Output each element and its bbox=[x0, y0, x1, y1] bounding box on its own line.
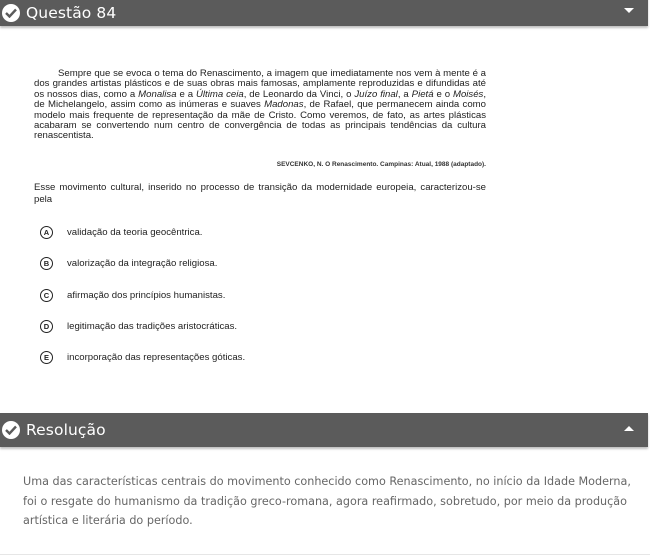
question-stem: Esse movimento cultural, inserido no processo de transição da modernidade europeia, caracterizou-se pela bbox=[34, 182, 486, 205]
option-text: incorporação das representações góticas. bbox=[67, 352, 246, 363]
option-letter-badge: B bbox=[40, 257, 53, 270]
resolution-header-bar[interactable] bbox=[0, 413, 648, 447]
option-b[interactable] bbox=[40, 257, 217, 270]
option-letter-badge: D bbox=[40, 320, 53, 333]
passage-text: , de Rafael, que permanecem ainda como modelo mais frequente de representação da mãe de Cristo. Como veremos, de fato, as artes plásticas acabaram se convertendo num centro de convergência de todas as principais tendências da cultura renascentista. bbox=[34, 99, 487, 142]
option-letter-badge: C bbox=[40, 289, 53, 302]
passage-italic-text: Monalisa bbox=[138, 88, 177, 100]
question-title: Questão 84 bbox=[26, 4, 117, 22]
option-letter-badge: E bbox=[40, 351, 53, 364]
question-passage bbox=[34, 69, 486, 142]
passage-italic-text: Moisés bbox=[452, 88, 484, 100]
check-circle-icon bbox=[2, 421, 20, 439]
option-c[interactable] bbox=[40, 289, 225, 302]
passage-source: SEVCENKO, N. O Renascimento. Campinas: Atual, 1988 (adaptado). bbox=[276, 161, 486, 168]
option-e[interactable] bbox=[40, 351, 245, 364]
option-letter-badge: A bbox=[40, 226, 53, 239]
option-d[interactable] bbox=[40, 320, 237, 333]
option-a[interactable] bbox=[40, 226, 202, 239]
resolution-text: Uma das características centrais do movimento conhecido como Renascimento, no início da Idade Moderna, foi o resgate do humanismo da tradição greco-romana, agora reafirmado, sobretudo, por meio da produção artística e literária do período. bbox=[23, 475, 631, 527]
passage-text: e a bbox=[176, 88, 196, 100]
passage-text: Sempre que se evoca o tema do Renascimento, a imagem que imediatamente nos vem à mente é a dos grandes artistas plásticos e de suas obras mais famosas, amplamente reproduzidas e difundidas até os nossos dias, como a bbox=[34, 68, 486, 100]
passage-text: , de Leonardo da Vinci, o bbox=[243, 88, 355, 100]
option-text: legitimação das tradições aristocráticas. bbox=[67, 321, 238, 332]
passage-text: , de Michelangelo, assim como as inúmeras e suaves bbox=[34, 88, 487, 111]
question-header-bar[interactable] bbox=[0, 0, 648, 26]
passage-italic-text: Pietá bbox=[411, 88, 434, 100]
option-text: valorização da integração religiosa. bbox=[67, 258, 218, 269]
passage-italic-text: Juízo final bbox=[354, 88, 398, 100]
passage-text: e o bbox=[433, 88, 453, 100]
caret-down-icon[interactable] bbox=[624, 8, 634, 13]
option-text: afirmação dos princípios humanistas. bbox=[67, 290, 226, 301]
check-circle-icon bbox=[2, 4, 20, 22]
divider bbox=[0, 554, 650, 555]
passage-italic-text: Madonas bbox=[264, 99, 304, 111]
resolution-title: Resolução bbox=[26, 421, 106, 439]
caret-up-icon[interactable] bbox=[624, 426, 634, 431]
passage-text: , a bbox=[397, 88, 412, 100]
option-text: validação da teoria geocêntrica. bbox=[67, 227, 203, 238]
passage-italic-text: Última ceia bbox=[196, 88, 244, 100]
